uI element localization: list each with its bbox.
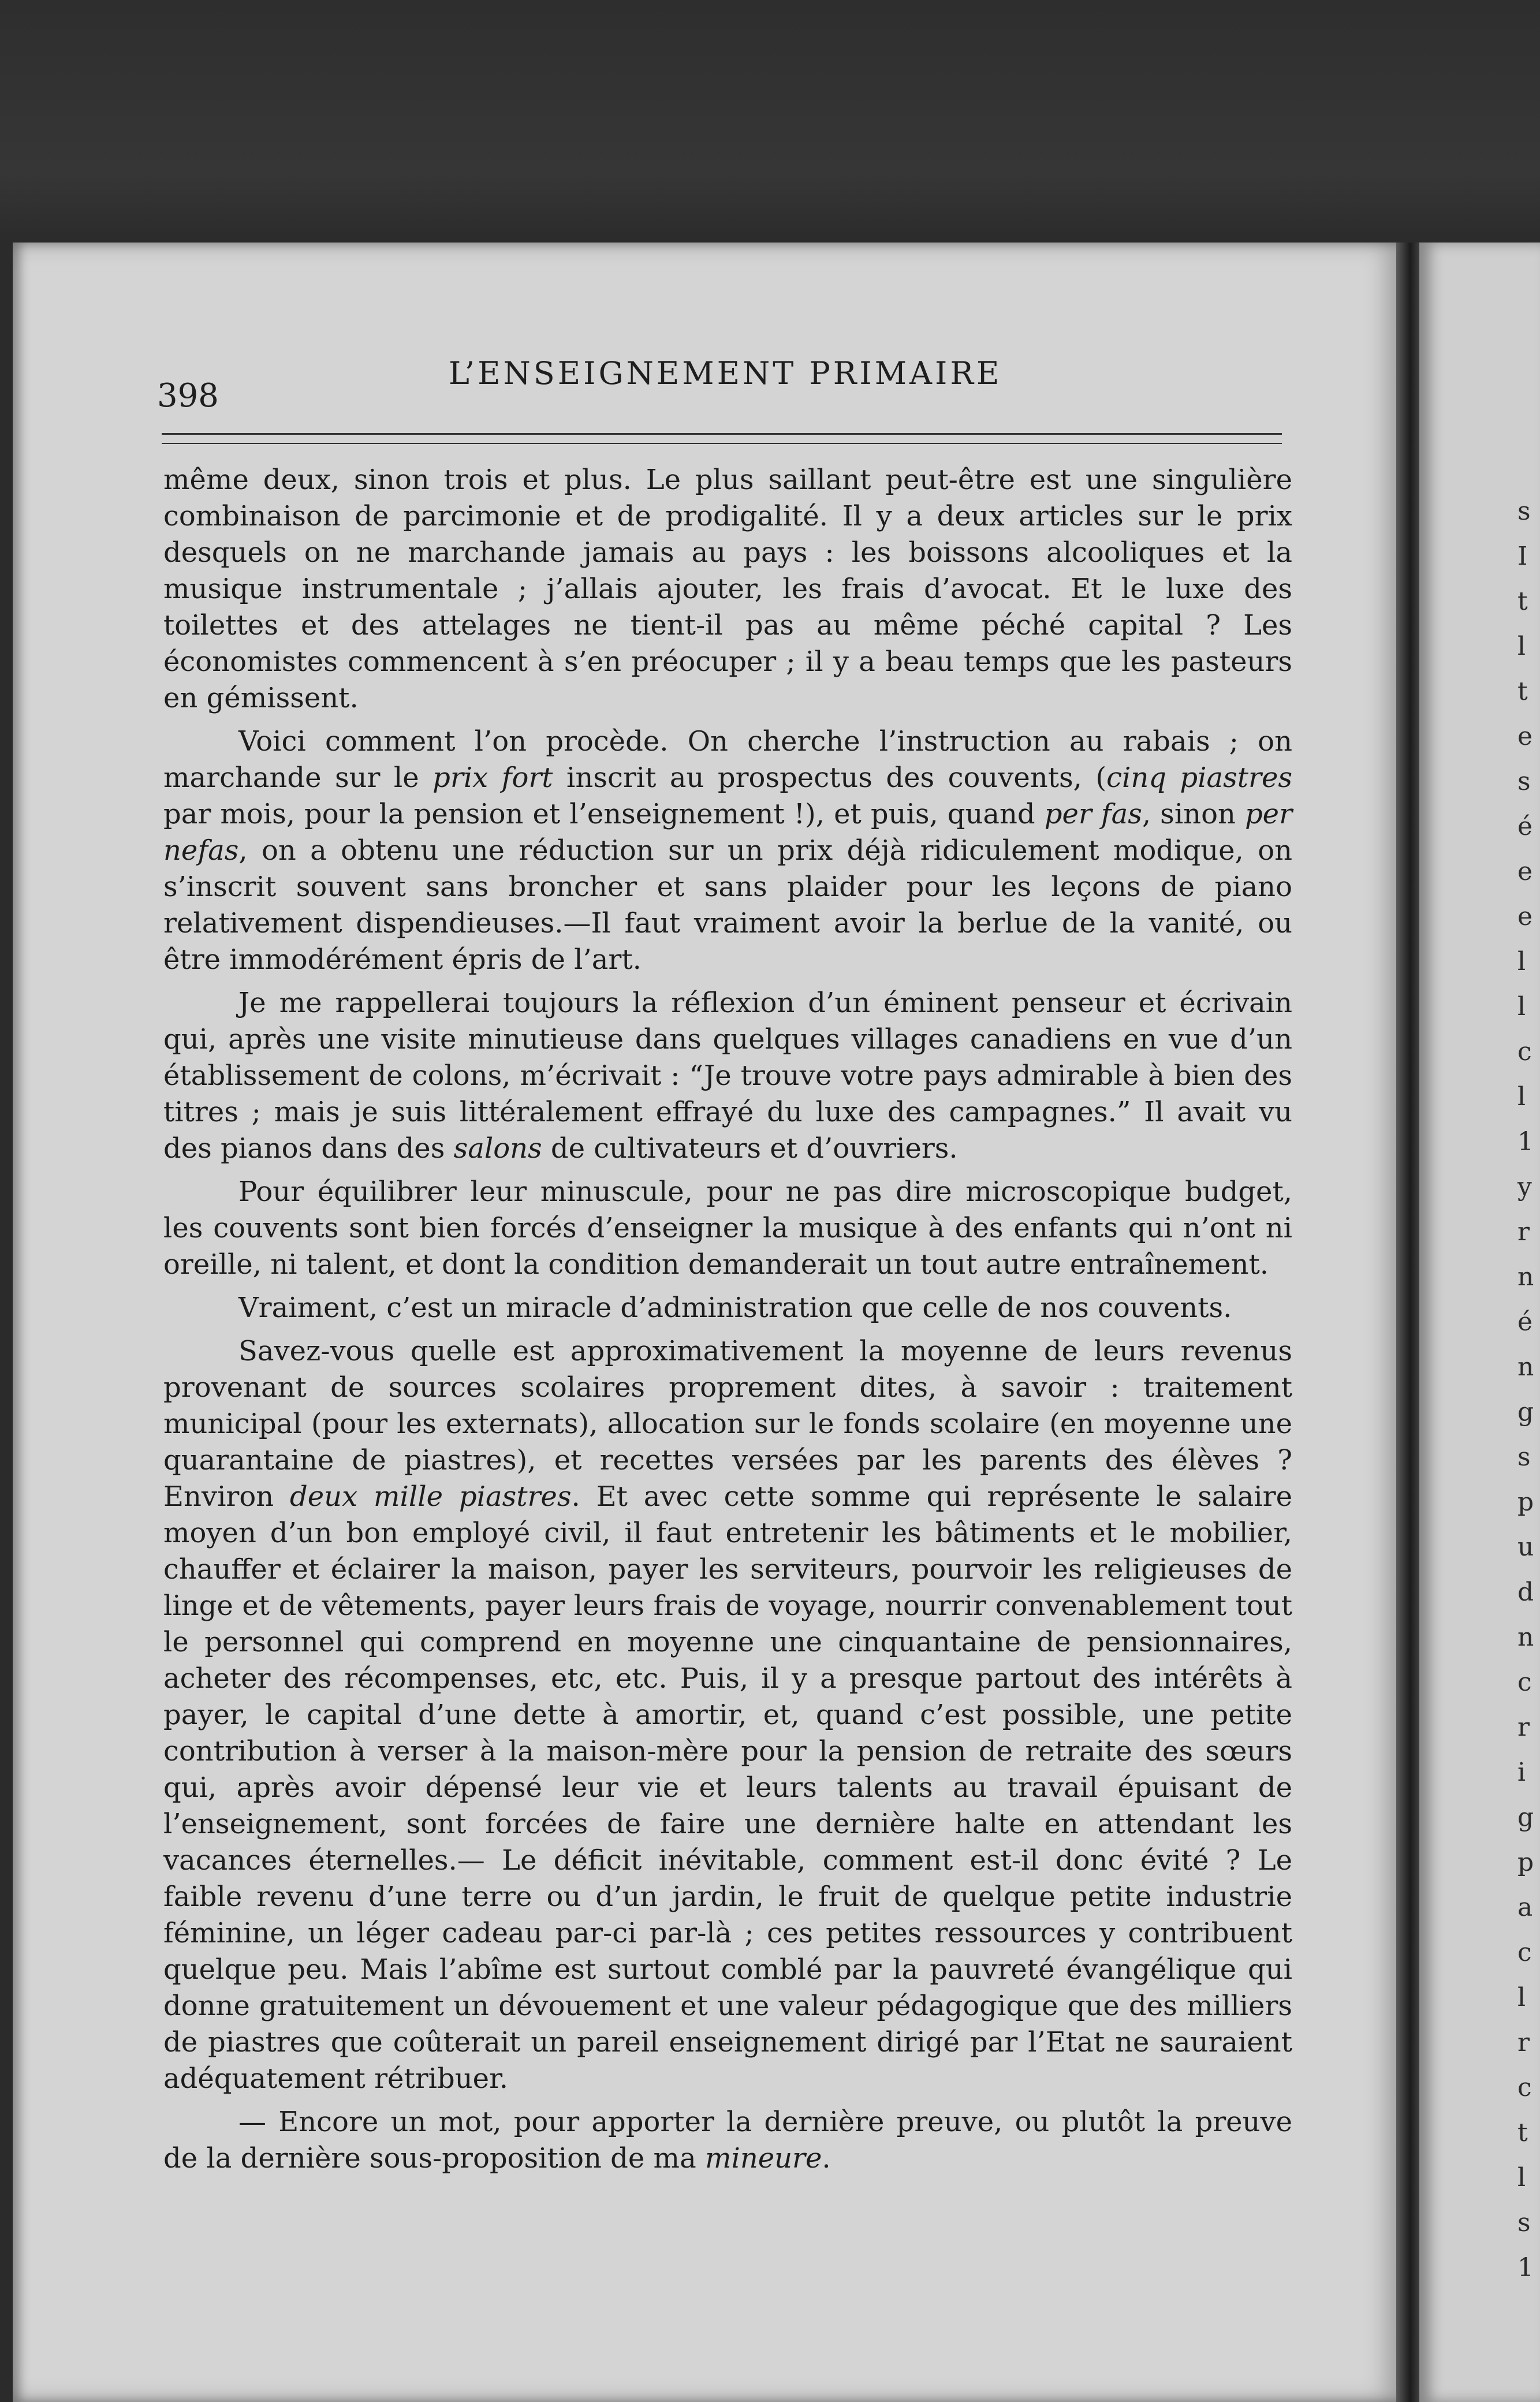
text-run: . Et avec cette somme qui représente le salaire moyen d’un bon employé civil, il faut entretenir les bâtiments et le mobilier, chauffer et éclairer la maison, payer les serviteurs, pourvoir les religieuses de linge et de vêtements, payer leurs frais de voyage, nourrir convenablement tout le personnel qui comprend en moyenne une cinquantaine de pensionnaires, acheter des récompenses, etc, etc. Puis, il y a presque partout des intérêts à payer, le capital d’une dette à amortir, et, quand c’est possible, une petite contribution à verser à la maison-mère pour la pension de retraite des sœurs qui, après avoir dépensé leur vie et leurs talents au travail épuisant de l’enseignement, sont forcées de faire une dernière halte en attendant les vacances éternelles.— Le déficit inévitable, comment est-il donc évité ? Le faible revenu d’une terre ou d’un jardin, le fruit de quelque petite industrie féminine, un léger cadeau par-ci par-là ; ces petites ressources y contribuent quelque peu. Mais l’abîme est surtout comblé par la pauvreté évangélique qui donne gratuitement un dévouement et une valeur pédagogique que des milliers de piastres que coûterait un pareil enseignement dirigé par l’Etat ne sauraient adéquatement rétribuer. (163, 1480, 1293, 2095)
paragraph (163, 985, 1292, 1167)
text-run: — Encore un mot, pour apporter la dernière preuve, ou plutôt la preuve de la dernière sous-proposition de ma (163, 2106, 1292, 2175)
running-title: L’ENSEIGNEMENT PRIMAIRE (449, 355, 1002, 391)
italic-phrase: salons (453, 1132, 542, 1165)
facing-page-letter: e (1517, 857, 1533, 886)
facing-page-letter: p (1517, 1848, 1534, 1877)
facing-page-letter: l (1517, 992, 1526, 1021)
facing-page-letter: g (1517, 1397, 1534, 1427)
facing-page-letter: n (1517, 1623, 1534, 1652)
paragraph (163, 2104, 1292, 2177)
facing-page-letter: r (1517, 1713, 1530, 1742)
italic-phrase: prix fort (432, 762, 553, 794)
text-run: Pour équilibrer leur minuscule, pour ne pas dire microscopique budget, les couvents sont bien forcés d’enseigner la musique à des enfants qui n’ont ni oreille, ni talent, et dont la condition demanderait un tout autre entraînement. (163, 1176, 1292, 1281)
text-run: par mois, pour la pension et l’enseignement !), et puis, quand (163, 798, 1045, 830)
facing-page-letter: u (1517, 1532, 1534, 1562)
text-run: de cultivateurs et d’ouvriers. (542, 1132, 958, 1165)
paragraph (163, 462, 1292, 717)
text-run: , on a obtenu une réduction sur un prix déjà ridiculement modique, on s’inscrit souvent sans broncher et sans plaider pour les leçons de piano relativement dispendieuses.—Il faut vraiment avoir la berlue de la vanité, ou être immodérément épris de l’art. (163, 834, 1292, 976)
paragraph (163, 1333, 1292, 2097)
facing-page-letter: s (1517, 497, 1531, 526)
facing-page-letter: n (1517, 1262, 1534, 1292)
facing-page-letter: l (1517, 2163, 1526, 2192)
facing-page-letter: s (1517, 767, 1531, 796)
text-run: Vraiment, c’est un miracle d’administration que celle de nos couvents. (238, 1292, 1232, 1324)
italic-phrase: cinq piastres (1106, 762, 1293, 794)
facing-page-letter: s (1517, 2208, 1531, 2237)
text-run: même deux, sinon trois et plus. Le plus saillant peut-être est une singulière combinaison de parcimonie et de prodigalité. Il y a deux articles sur le prix desquels on ne marchande jamais au pays : les boissons alcooliques et la musique instrumentale ; j’allais ajouter, les frais d’avocat. Et le luxe des toilettes et des attelages ne tient-il pas au même péché capital ? Les économistes commencent à s’en préocuper ; il y a beau temps que les pasteurs en gémissent. (163, 464, 1292, 714)
facing-page-letter: t (1517, 587, 1528, 616)
facing-page-letter: I (1517, 542, 1528, 571)
facing-page-letter: p (1517, 1487, 1534, 1517)
facing-page-letter: é (1517, 812, 1533, 841)
facing-page-letter: é (1517, 1307, 1533, 1337)
paragraph (163, 1174, 1292, 1283)
text-run: inscrit au prospectus des couvents, ( (553, 762, 1107, 794)
facing-page-letter: t (1517, 677, 1528, 706)
facing-page-letter: l (1517, 947, 1526, 976)
facing-page-letter: i (1517, 1758, 1526, 1787)
facing-page-letter: l (1517, 1983, 1526, 2012)
body-text (163, 462, 1292, 2184)
paragraph (163, 1290, 1292, 1326)
facing-page-letter: t (1517, 2118, 1528, 2147)
paragraph (163, 723, 1292, 978)
text-run: Voici comment l’on procède. On cherche l’instruction au rabais ; on marchande sur le (163, 725, 1292, 794)
facing-page-letter: 1 (1517, 2253, 1534, 2282)
facing-page-letter: r (1517, 2028, 1530, 2057)
book-gutter (1396, 243, 1419, 2402)
header-rule (162, 433, 1282, 444)
text-run: . (822, 2142, 831, 2175)
italic-phrase: per nefas (163, 798, 1293, 867)
facing-page-letter: c (1517, 1668, 1532, 1697)
facing-page-letter: r (1517, 1217, 1530, 1247)
facing-page-letter: g (1517, 1803, 1534, 1832)
facing-page-edge (1419, 243, 1540, 2402)
facing-page-letter: c (1517, 1938, 1532, 1967)
facing-page-letter: e (1517, 902, 1533, 931)
facing-page-letter: l (1517, 1082, 1526, 1112)
text-run: , sinon (1142, 798, 1245, 830)
facing-page-letter: a (1517, 1893, 1533, 1922)
facing-page-letter: l (1517, 632, 1526, 661)
text-run: Savez-vous quelle est approximativement la moyenne de leurs revenus provenant de sources scolaires proprement dites, à savoir : traitement municipal (pour les externats), allocation sur le fonds scolaire (en moyenne une quarantaine de piastres), et recettes versées par les parents des élèves ? Environ (163, 1335, 1292, 1513)
italic-phrase: per fas (1044, 798, 1142, 830)
facing-page-letter: c (1517, 1037, 1532, 1066)
facing-page-letter: n (1517, 1352, 1534, 1382)
facing-page-letter: d (1517, 1577, 1534, 1607)
page-header (157, 355, 1283, 415)
facing-page-letter: e (1517, 722, 1533, 751)
italic-phrase: mineure (704, 2142, 822, 2175)
facing-page-letter: c (1517, 2073, 1532, 2102)
text-run: Je me rappellerai toujours la réflexion d’un éminent penseur et écrivain qui, après une visite minutieuse dans quelques villages canadiens en vue d’un établissement de colons, m’écrivait : “Je trouve votre pays admirable à bien des titres ; mais je suis littéralement effrayé du luxe des campagnes.” Il avait vu des pianos dans des (163, 987, 1292, 1165)
facing-page-letter: s (1517, 1442, 1531, 1472)
page-number: 398 (157, 377, 219, 415)
facing-page-letter: y (1517, 1172, 1532, 1202)
facing-page-letter: 1 (1517, 1127, 1534, 1157)
italic-phrase: deux mille piastres (290, 1480, 572, 1513)
